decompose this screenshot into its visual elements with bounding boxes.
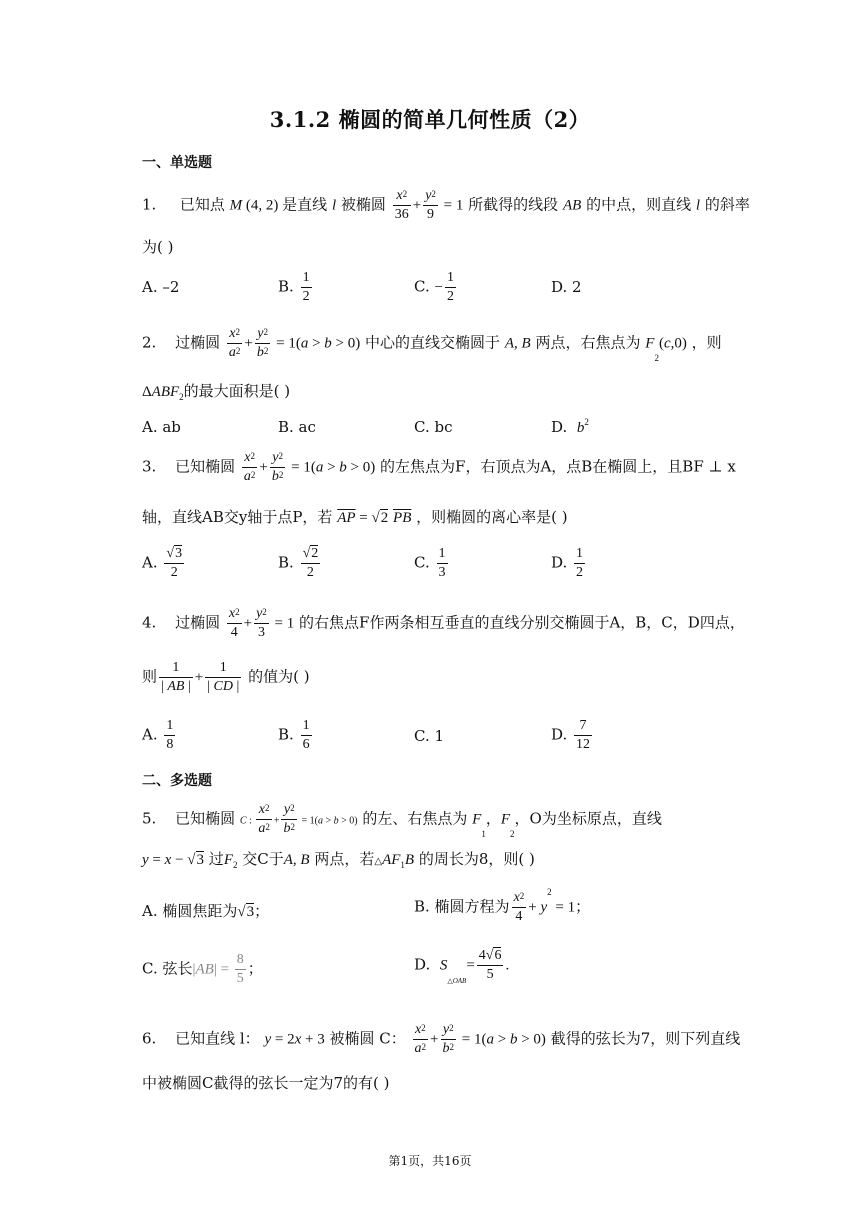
q3-option-d: D. $\frac{1}{2}$	[551, 546, 584, 580]
section-heading-multi: 二、多选题	[142, 773, 212, 789]
question-3-line-1: 3. 已知椭圆 $\frac{x^2}{a^2}$ + $\frac{y^2}{b^2}$ = 1(a > b > 0) 的左焦点为F，右顶点为A，点B在椭圆上，且BF ⊥ x	[142, 450, 736, 484]
q5-option-d: D. $S_{\triangle OAB}=$ $\frac{4√6}{5}$ .	[414, 948, 510, 985]
question-4-line-1: 4. 过椭圆 $\frac{x^2}{4}$ + $\frac{y^2}{3}$ = 1 的右焦点F作两条相互垂直的直线分别交椭圆于A，B，C，D四点，	[142, 606, 745, 640]
q5-option-b: B. 椭圆方程为 $\frac{x^2}{4}$ + $y^2 = 1$；	[414, 887, 591, 924]
q2-option-b: B. ac	[278, 418, 316, 436]
q2-option-a: A. ab	[142, 418, 181, 436]
q5-option-a: A. 椭圆焦距为√3；	[142, 902, 270, 920]
question-5-line-2: y = x − √3 过$F_2$ 交C于A, B 两点，若$\triangle AF_1B$ 的周长为8，则( )	[142, 850, 535, 870]
q1-option-d: D. 2	[551, 278, 582, 296]
page-title: 3.1.2 椭圆的简单几何性质（2）	[269, 107, 591, 132]
question-2-line-1: 2. 过椭圆 $\frac{x^2}{a^2}$ + $\frac{y^2}{b^2}$ = 1(a > b > 0) 中心的直线交椭圆于 A, B 两点，右焦点为 $F_2(c,0)$ ，则	[142, 326, 722, 363]
question-2-line-2: $\Delta ABF_2$的最大面积是( )	[142, 382, 291, 402]
q3-option-b: B. $\frac{√2}{2}$	[278, 546, 319, 580]
question-1-line-1: 1. 已知点 M (4, 2) 是直线 l 被椭圆 $\frac{x^2}{36}$ + $\frac{y^2}{9}$ = 1 所截得的线段 AB 的中点，则直线 l 的斜率	[142, 188, 750, 222]
q4-option-c: C. 1	[414, 727, 445, 745]
page-footer: 第1页，共16页	[388, 1154, 472, 1168]
q2-option-c: C. bc	[414, 418, 453, 436]
q1-option-b: B. $\frac{1}{2}$	[278, 270, 310, 304]
q1-option-c: C. − $\frac{1}{2}$	[414, 270, 454, 304]
question-5-line-1: 5. 已知椭圆 C : $\frac{x^2}{a^2}$ + $\frac{y^2}{b^2}$ = 1(a > b > 0) 的左、右焦点为 $F_1$，$F_2$，O为坐标原点，直线	[142, 802, 662, 839]
q2-option-d: D. $b^2$	[551, 417, 589, 436]
q4-option-a: A. $\frac{1}{8}$	[142, 718, 174, 752]
question-1-line-2: 为( )	[142, 238, 174, 256]
q4-option-b: B. $\frac{1}{6}$	[278, 718, 310, 752]
q3-option-c: C. $\frac{1}{3}$	[414, 546, 446, 580]
question-number: 1.	[142, 195, 157, 214]
section-heading-single: 一、单选题	[142, 155, 212, 171]
question-3-line-2: 轴，直线AB交y轴于点P，若 $\overline{AP} = √2$ $\overline{PB}$ ，则椭圆的离心率是( )	[142, 508, 568, 526]
question-4-line-2: 则 $\frac{1}{| AB |}$ + $\frac{1}{| CD |}$ 的值为( )	[142, 660, 310, 694]
q4-option-d: D. $\frac{7}{12}$	[551, 718, 591, 752]
question-6-line-1: 6. 已知直线 l： y = 2x + 3 被椭圆 C： $\frac{x^2}{a^2}$ + $\frac{y^2}{b^2}$ = 1(a > b > 0) 截得的弦长为7，则下列直线	[142, 1022, 741, 1056]
q5-option-c: C. 弦长|AB| = $\frac{8}{5}$ ；	[142, 952, 263, 986]
q1-option-a: A. –2	[142, 278, 180, 296]
question-6-line-2: 中被椭圆C截得的弦长一定为7的有( )	[142, 1074, 390, 1092]
q3-option-a: A. $\frac{√3}{2}$	[142, 546, 183, 580]
